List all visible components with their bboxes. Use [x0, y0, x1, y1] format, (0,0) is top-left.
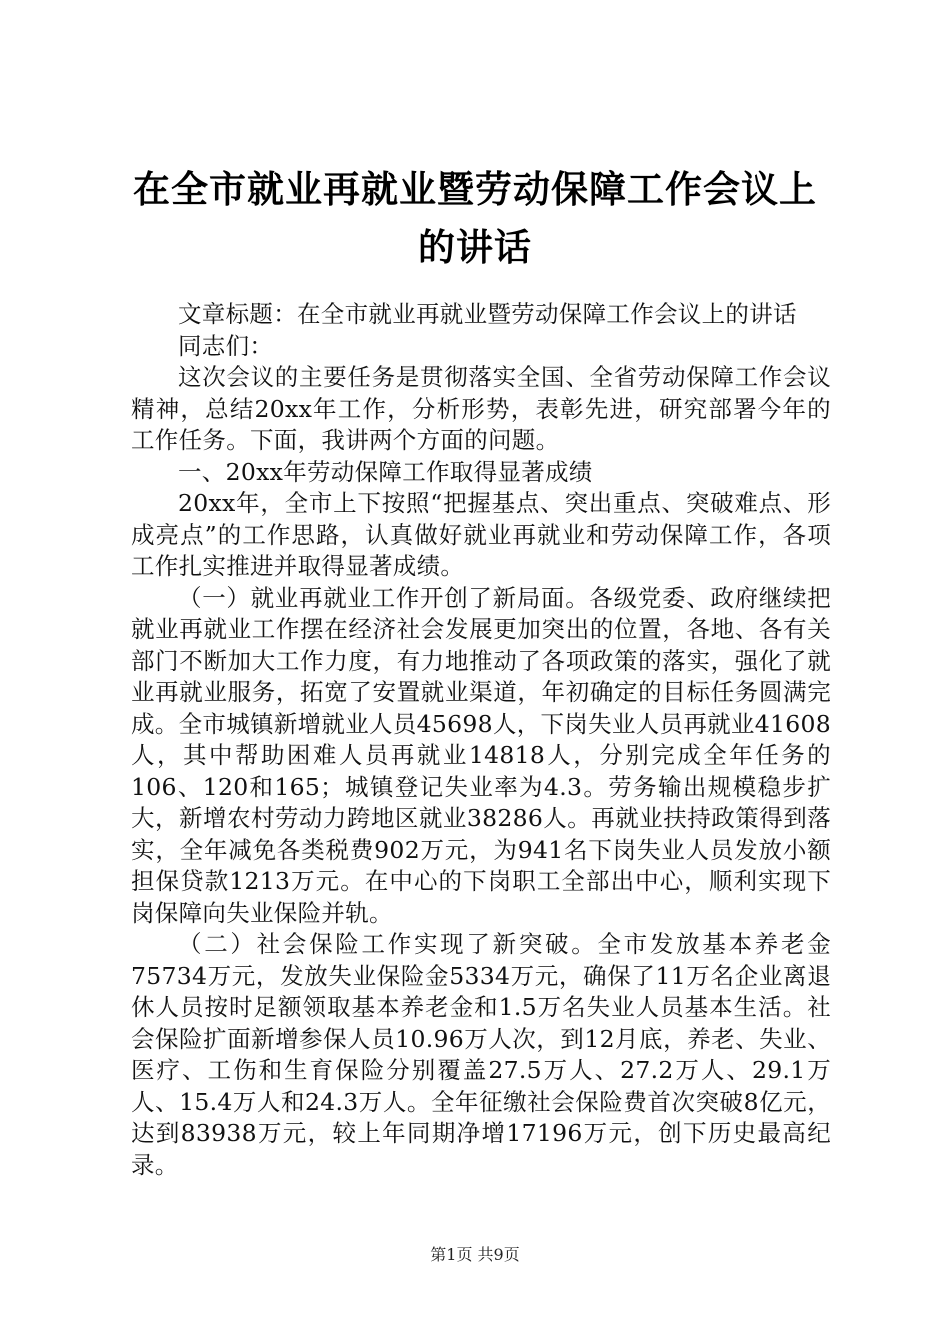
section-heading-1: 一、20xx年劳动保障工作取得显著成绩: [178, 457, 593, 486]
paragraph-summary: 20xx年，全市上下按照“把握基点、突出重点、突破难点、形成亮点”的工作思路，认真做好就业再就业和劳动保障工作，各项工作扎实推进并取得显著成绩。: [131, 489, 831, 580]
document-title: 在全市就业再就业暨劳动保障工作会议上的讲话: [133, 167, 817, 269]
document-body: [131, 299, 831, 1181]
paragraph-salutation: 同志们：: [178, 331, 274, 360]
paragraph-article-title: 文章标题：在全市就业再就业暨劳动保障工作会议上的讲话: [178, 300, 797, 328]
page-number-footer: 第1页 共9页: [430, 1245, 520, 1264]
paragraph-intro: 这次会议的主要任务是贯彻落实全国、全省劳动保障工作会议精神，总结20xx年工作，分析形势，表彰先进，研究部署今年的工作任务。下面，我讲两个方面的问题。: [131, 363, 831, 454]
paragraph-employment: （一）就业再就业工作开创了新局面。各级党委、政府继续把就业再就业工作摆在经济社会发展更加突出的位置，各地、各有关部门不断加大工作力度，有力地推动了各项政策的落实，强化了就业再就业服务，拓宽了安置就业渠道，年初确定的目标任务圆满完成。全市城镇新增就业人员45698人，下岗失业人员再就业41608人，其中帮助困难人员再就业14818人，分别完成全年任务的106、120和165；城镇登记失业率为4.3。劳务输出规模稳步扩大，新增农村劳动力跨地区就业38286人。再就业扶持政策得到落实，全年减免各类税费902万元，为941名下岗失业人员发放小额担保贷款1213万元。在中心的下岗职工全部出中心，顺利实现下岗保障向失业保险并轨。: [131, 583, 831, 927]
paragraph-social-insurance: （二）社会保险工作实现了新突破。全市发放基本养老金75734万元，发放失业保险金5334万元，确保了11万名企业离退休人员按时足额领取基本养老金和1.5万名失业人员基本生活。社会保险扩面新增参保人员10.96万人次，到12月底，养老、失业、医疗、工伤和生育保险分别覆盖27.5万人、27.2万人、29.1万人、15.4万人和24.3万人。全年征缴社会保险费首次突破8亿元，达到83938万元，较上年同期净增17196万元，创下历史最高纪录。: [131, 930, 831, 1179]
